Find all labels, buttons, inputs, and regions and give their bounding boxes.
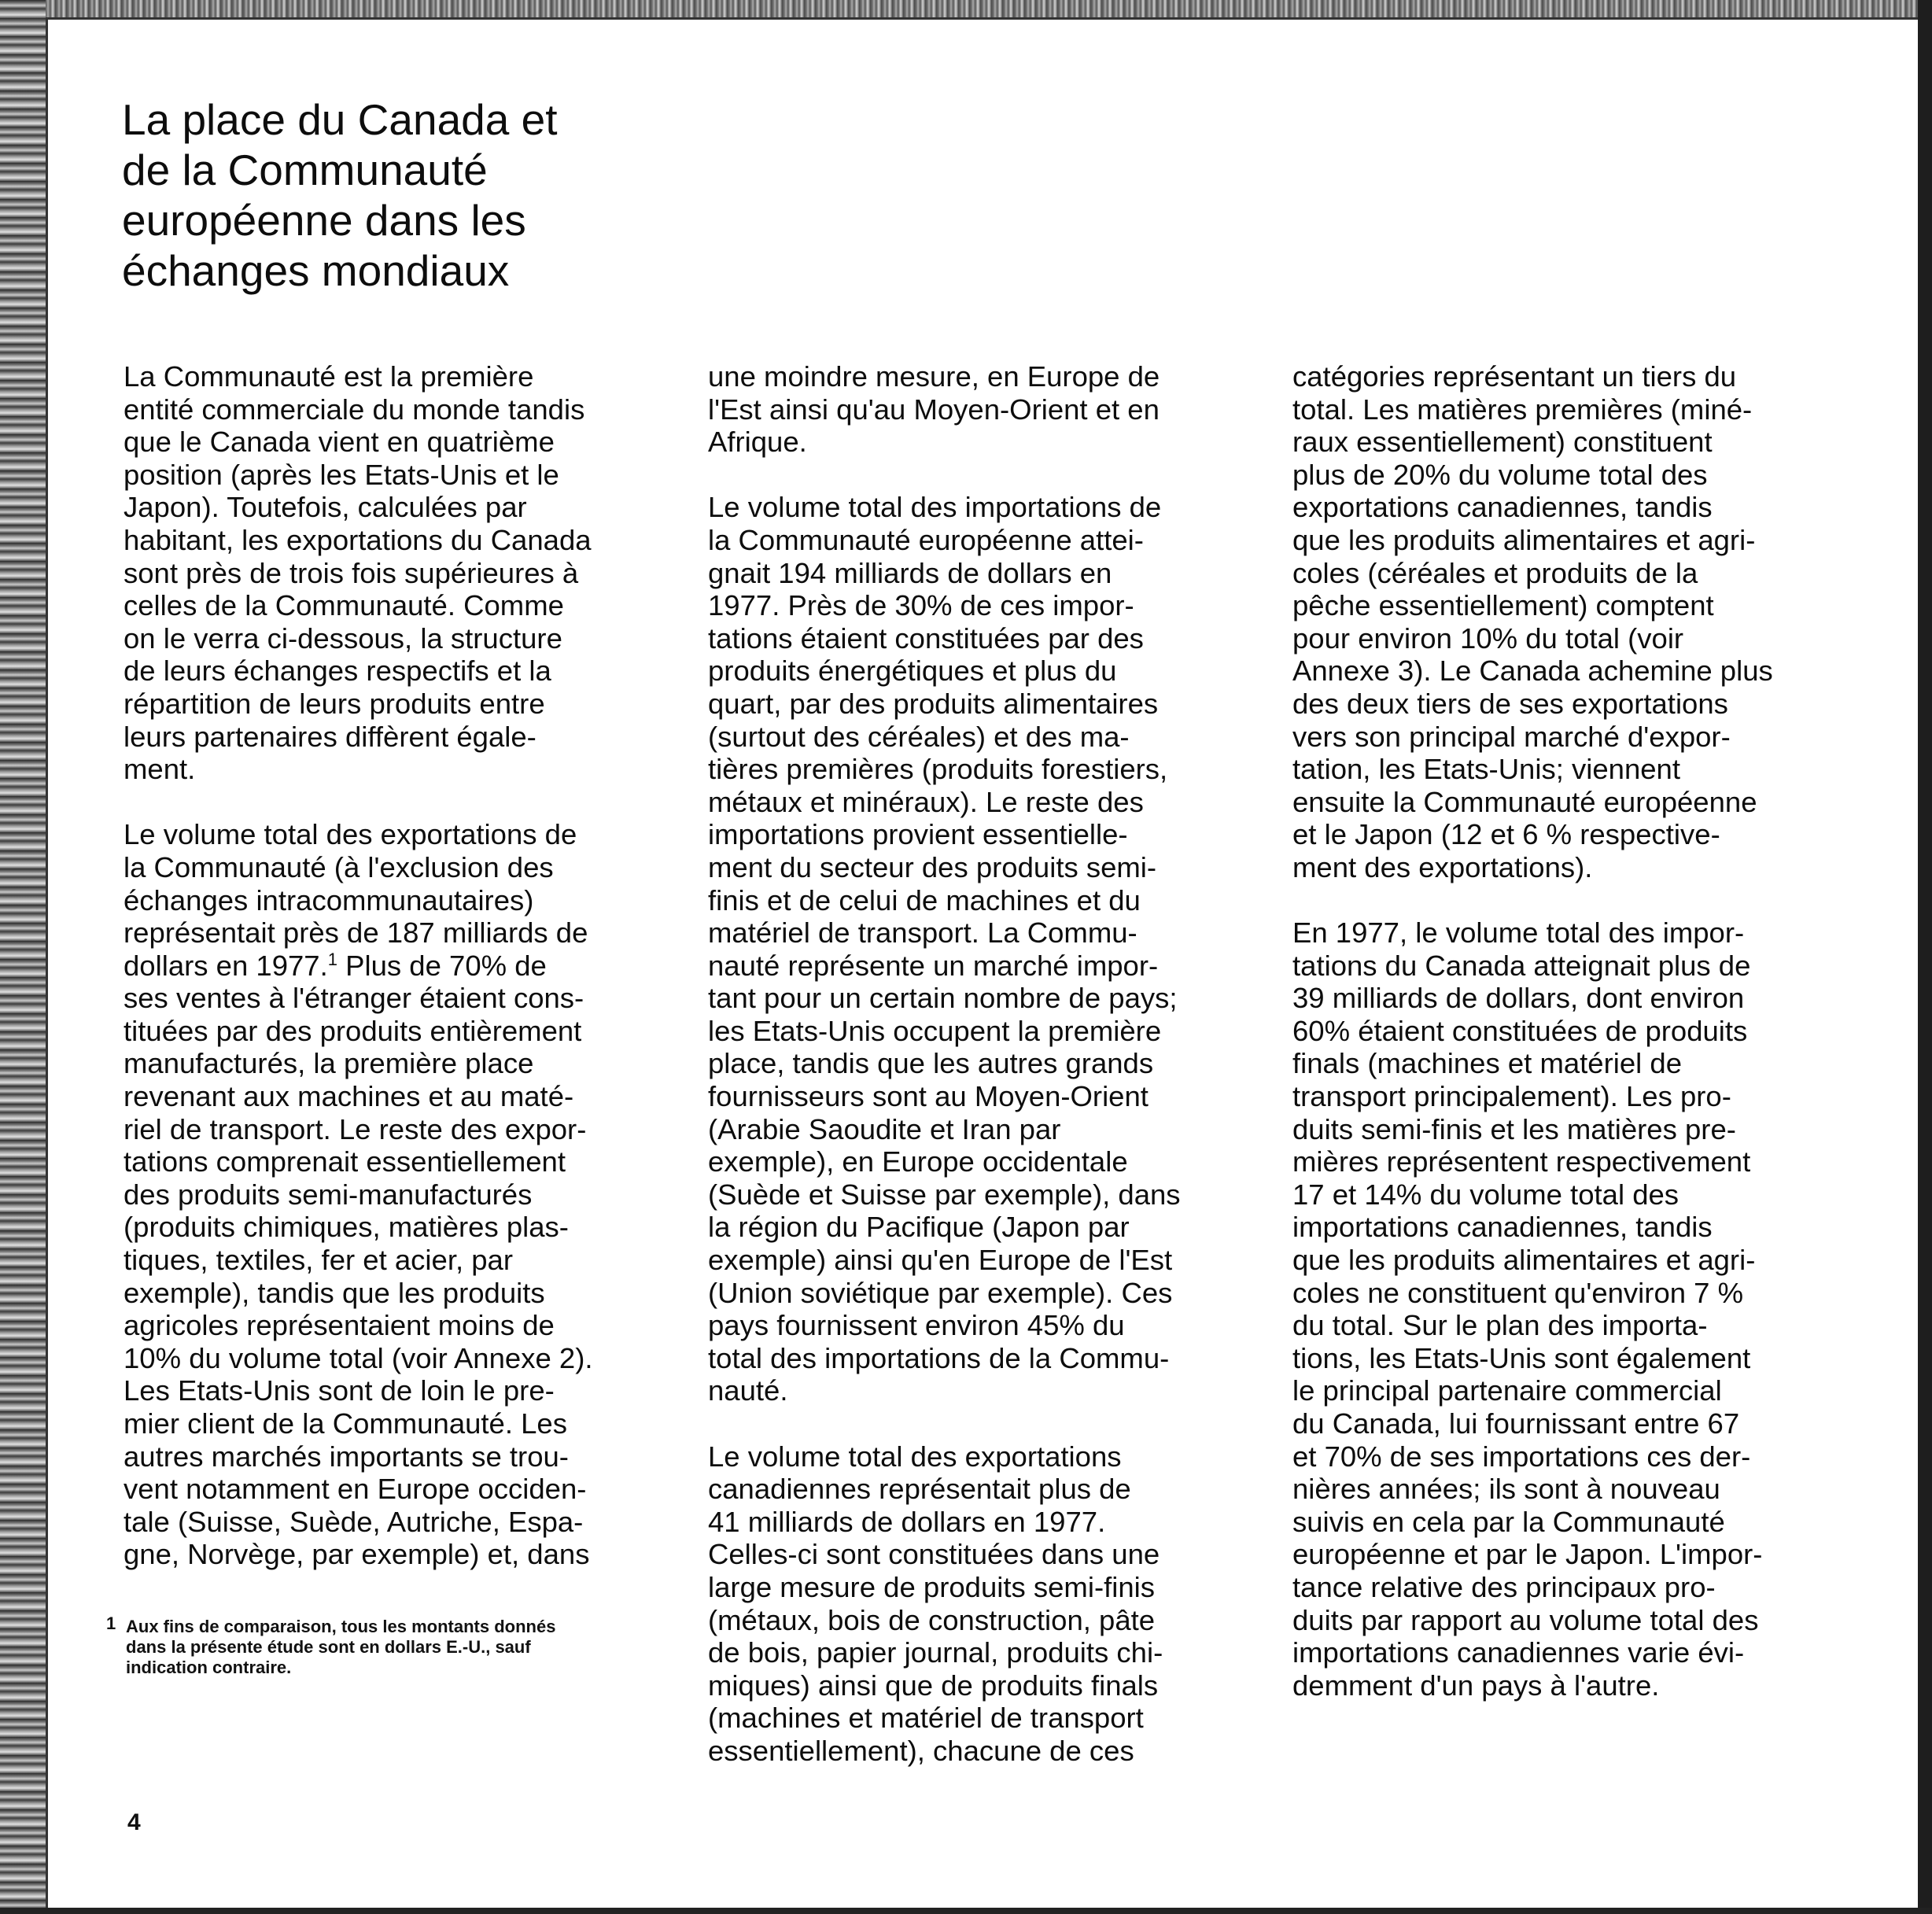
- text-line: habitant, les exportations du Canada: [124, 523, 592, 556]
- text-line: pêche essentiellement) comptent: [1292, 589, 1714, 622]
- text-line: la Communauté européenne attei-: [708, 523, 1144, 556]
- text-column-3: [1292, 360, 1843, 1702]
- page-number: 4: [127, 1809, 141, 1835]
- text-line: que le Canada vient en quatrième: [124, 426, 555, 459]
- text-line: agricoles représentaient moins de: [124, 1309, 555, 1342]
- text-line: gne, Norvège, par exemple) et, dans: [124, 1538, 590, 1571]
- text-line: du Canada, lui fournissant entre 67: [1292, 1407, 1740, 1440]
- text-line: [124, 950, 674, 983]
- text-line: total. Les matières premières (miné-: [1292, 393, 1753, 426]
- text-line: vers son principal marché d'expor-: [1292, 720, 1731, 753]
- text-line: que les produits alimentaires et agri-: [1292, 523, 1756, 556]
- scan-edge-bottom: [0, 1908, 1932, 1914]
- text-line: du total. Sur le plan des importa-: [1292, 1309, 1708, 1342]
- text-line: exemple), en Europe occidentale: [708, 1145, 1128, 1178]
- text-line: coles ne constituent qu'environ 7 %: [1292, 1276, 1744, 1309]
- text-line: le principal partenaire commercial: [1292, 1374, 1722, 1407]
- text-line: plus de 20% du volume total des: [1292, 458, 1708, 491]
- text-line: (machines et matériel de transport: [708, 1702, 1144, 1735]
- text-line: manufacturés, la première place: [124, 1047, 534, 1080]
- text-line: l'Est ainsi qu'au Moyen-Orient et en: [708, 393, 1160, 426]
- text-line: canadiennes représentait plus de: [708, 1473, 1131, 1506]
- text-line: catégories représentant un tiers du: [1292, 360, 1737, 393]
- title-line: échanges mondiaux: [122, 246, 510, 295]
- text-line: exportations canadiennes, tandis: [1292, 491, 1713, 524]
- text-line: la Communauté (à l'exclusion des: [124, 850, 554, 883]
- text-line: total des importations de la Commu-: [708, 1341, 1170, 1374]
- text-line: (Arabie Saoudite et Iran par: [708, 1112, 1061, 1145]
- text-line: tations comprenait essentiellement: [124, 1145, 566, 1178]
- text-line: (métaux, bois de construction, pâte: [708, 1603, 1156, 1636]
- text-line: Celles-ci sont constituées dans une: [708, 1538, 1160, 1571]
- text-line: la région du Pacifique (Japon par: [708, 1211, 1130, 1244]
- text-line: En 1977, le volume total des impor-: [1292, 916, 1745, 950]
- text-line: produits énergétiques et plus du: [708, 655, 1117, 688]
- text-line: importations provient essentielle-: [708, 818, 1128, 851]
- title-line: La place du Canada et: [122, 95, 558, 144]
- text-line: Annexe 3). Le Canada achemine plus: [1292, 655, 1773, 688]
- text-line: tation, les Etats-Unis; viennent: [1292, 753, 1680, 786]
- text-line: sont près de trois fois supérieures à: [124, 556, 579, 589]
- title-line: européenne dans les: [122, 196, 526, 245]
- text-line: les Etats-Unis occupent la première: [708, 1014, 1162, 1047]
- footnote-line: dans la présente étude sont en dollars E.-U., sauf: [126, 1637, 531, 1657]
- text-line: pays fournissent environ 45% du: [708, 1309, 1125, 1342]
- text-line: Les Etats-Unis sont de loin le pre-: [124, 1374, 555, 1407]
- scan-edge-top: [0, 0, 1932, 17]
- text-line: (produits chimiques, matières plas-: [124, 1211, 569, 1244]
- text-line: tiques, textiles, fer et acier, par: [124, 1244, 514, 1277]
- text-line: miques) ainsi que de produits finals: [708, 1669, 1159, 1702]
- text-line: vent notamment en Europe occiden-: [124, 1473, 587, 1506]
- text-line: échanges intracommunautaires): [124, 883, 534, 916]
- paragraph: [708, 491, 1259, 1407]
- text-line: répartition de leurs produits entre: [124, 687, 545, 720]
- paragraph-gap: [124, 786, 674, 819]
- text-line: tations du Canada atteignait plus de: [1292, 949, 1751, 982]
- text-line: métaux et minéraux). Le reste des: [708, 785, 1144, 818]
- paragraph: [1292, 360, 1843, 884]
- scan-edge-left: [0, 0, 46, 1914]
- text-line: gnait 194 milliards de dollars en: [708, 556, 1112, 589]
- text-line: mières représentent respectivement: [1292, 1145, 1751, 1178]
- text-line: essentiellement), chacune de ces: [708, 1734, 1134, 1767]
- text-line: Le volume total des exportations de: [124, 818, 577, 851]
- text-line: suivis en cela par la Communauté: [1292, 1505, 1725, 1538]
- paragraph: [1292, 916, 1843, 1702]
- text-line: demment d'un pays à l'autre.: [1292, 1669, 1660, 1702]
- text-line: ment des exportations).: [1292, 850, 1593, 883]
- text-line: représentait près de 187 milliards de: [124, 916, 588, 950]
- paragraph: [708, 1440, 1259, 1768]
- text-fragment: Plus de 70% de: [337, 949, 547, 982]
- text-line: des deux tiers de ses exportations: [1292, 687, 1728, 720]
- text-line: nières années; ils sont à nouveau: [1292, 1473, 1720, 1506]
- text-column-1: [124, 360, 674, 1571]
- text-line: tant pour un certain nombre de pays;: [708, 982, 1178, 1015]
- text-line: tituées par des produits entièrement: [124, 1014, 582, 1047]
- paragraph: [708, 360, 1259, 459]
- text-line: revenant aux machines et au maté-: [124, 1080, 574, 1113]
- paragraph-gap: [708, 1407, 1259, 1440]
- text-line: leurs partenaires diffèrent égale-: [124, 720, 536, 753]
- text-line: tières premières (produits forestiers,: [708, 753, 1168, 786]
- text-line: on le verra ci-dessous, la structure: [124, 621, 562, 655]
- text-line: des produits semi-manufacturés: [124, 1178, 533, 1211]
- text-line: autres marchés importants se trou-: [124, 1440, 569, 1473]
- text-line: pour environ 10% du total (voir: [1292, 621, 1684, 655]
- text-line: ses ventes à l'étranger étaient cons-: [124, 982, 584, 1015]
- text-line: mier client de la Communauté. Les: [124, 1407, 567, 1440]
- scan-edge-right: [1918, 0, 1932, 1914]
- text-line: position (après les Etats-Unis et le: [124, 458, 559, 491]
- text-line: entité commerciale du monde tandis: [124, 393, 585, 426]
- text-line: (Union soviétique par exemple). Ces: [708, 1276, 1173, 1309]
- text-line: ment du secteur des produits semi-: [708, 850, 1157, 883]
- text-line: duits par rapport au volume total des: [1292, 1603, 1759, 1636]
- paragraph: [124, 360, 674, 786]
- text-line: quart, par des produits alimentaires: [708, 687, 1159, 720]
- paragraph-gap: [708, 459, 1259, 492]
- footnote-marker: 1: [106, 1613, 116, 1633]
- page-title: [122, 94, 673, 296]
- text-line: Le volume total des importations de: [708, 491, 1162, 524]
- text-line: nauté.: [708, 1374, 788, 1407]
- text-fragment: dollars en 1977.: [124, 949, 328, 982]
- text-line: tions, les Etats-Unis sont également: [1292, 1341, 1751, 1374]
- text-column-2: [708, 360, 1259, 1768]
- text-line: Le volume total des exportations: [708, 1440, 1122, 1473]
- text-line: La Communauté est la première: [124, 360, 534, 393]
- text-line: finis et de celui de machines et du: [708, 883, 1141, 916]
- text-line: importations canadiennes varie évi-: [1292, 1636, 1745, 1669]
- text-line: (surtout des céréales) et des ma-: [708, 720, 1130, 753]
- text-line: fournisseurs sont au Moyen-Orient: [708, 1080, 1149, 1113]
- text-line: 39 milliards de dollars, dont environ: [1292, 982, 1745, 1015]
- title-line: de la Communauté: [122, 146, 488, 194]
- text-line: Afrique.: [708, 426, 807, 459]
- paragraph: [124, 818, 674, 1571]
- text-line: de leurs échanges respectifs et la: [124, 655, 551, 688]
- text-line: celles de la Communauté. Comme: [124, 589, 564, 622]
- text-line: Japon). Toutefois, calculées par: [124, 491, 527, 524]
- text-line: importations canadiennes, tandis: [1292, 1211, 1713, 1244]
- text-line: coles (céréales et produits de la: [1292, 556, 1698, 589]
- text-line: 10% du volume total (voir Annexe 2).: [124, 1341, 593, 1374]
- text-line: ensuite la Communauté européenne: [1292, 785, 1757, 818]
- paragraph-gap: [1292, 884, 1843, 917]
- text-line: place, tandis que les autres grands: [708, 1047, 1154, 1080]
- text-line: européenne et par le Japon. L'impor-: [1292, 1538, 1763, 1571]
- text-line: tale (Suisse, Suède, Autriche, Espa-: [124, 1505, 584, 1538]
- footnote-line: indication contraire.: [126, 1658, 292, 1677]
- text-line: duits semi-finis et les matières pre-: [1292, 1112, 1736, 1145]
- text-line: et le Japon (12 et 6 % respective-: [1292, 818, 1720, 851]
- text-line: transport principalement). Les pro-: [1292, 1080, 1731, 1113]
- text-line: de bois, papier journal, produits chi-: [708, 1636, 1163, 1669]
- text-line: (Suède et Suisse par exemple), dans: [708, 1178, 1181, 1211]
- text-line: riel de transport. Le reste des expor-: [124, 1112, 587, 1145]
- footnote-reference: 1: [327, 949, 337, 969]
- text-line: finals (machines et matériel de: [1292, 1047, 1682, 1080]
- text-line: large mesure de produits semi-finis: [708, 1570, 1156, 1603]
- text-line: exemple), tandis que les produits: [124, 1276, 545, 1309]
- text-line: et 70% de ses importations ces der-: [1292, 1440, 1751, 1473]
- text-line: 41 milliards de dollars en 1977.: [708, 1505, 1106, 1538]
- footnote-text: [126, 1617, 555, 1678]
- text-line: tations étaient constituées par des: [708, 621, 1144, 655]
- text-line: 1977. Près de 30% de ces impor-: [708, 589, 1134, 622]
- text-line: que les produits alimentaires et agri-: [1292, 1244, 1756, 1277]
- text-line: raux essentiellement) constituent: [1292, 426, 1713, 459]
- text-line: ment.: [124, 753, 196, 786]
- text-line: exemple) ainsi qu'en Europe de l'Est: [708, 1244, 1173, 1277]
- footnote-line: Aux fins de comparaison, tous les montants donnés: [126, 1617, 556, 1636]
- text-line: tance relative des principaux pro-: [1292, 1570, 1716, 1603]
- text-line: une moindre mesure, en Europe de: [708, 360, 1160, 393]
- text-line: 60% étaient constituées de produits: [1292, 1014, 1748, 1047]
- text-line: nauté représente un marché impor-: [708, 949, 1159, 982]
- text-line: 17 et 14% du volume total des: [1292, 1178, 1679, 1211]
- text-line: matériel de transport. La Commu-: [708, 916, 1137, 950]
